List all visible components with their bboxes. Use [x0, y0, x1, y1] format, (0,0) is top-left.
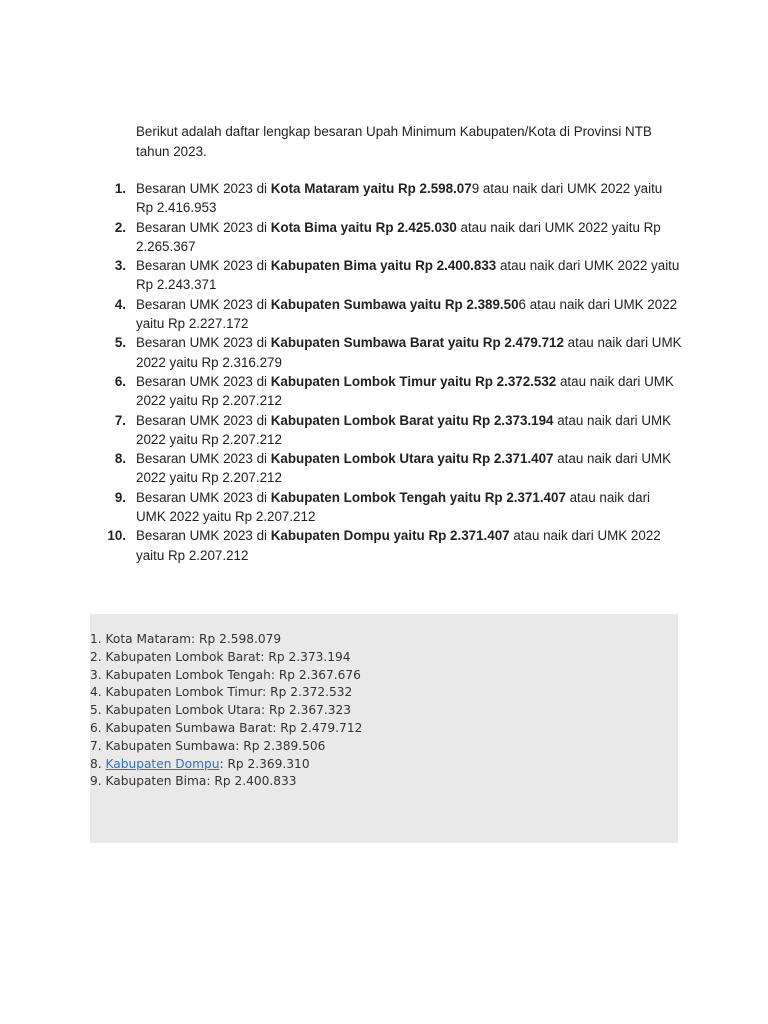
- summary-number: 6.: [90, 720, 106, 735]
- summary-item: [90, 702, 362, 720]
- umk-list-item: [114, 411, 682, 450]
- item-suffix: atau naik dari UMK 2022 yaitu Rp 2.207.212: [136, 489, 651, 525]
- list-number: 7.: [114, 412, 126, 428]
- summary-item: [90, 684, 362, 702]
- item-suffix: atau naik dari UMK 2022 yaitu Rp 2.243.371: [136, 258, 680, 293]
- list-number: 6.: [114, 373, 126, 389]
- summary-number: 9.: [90, 774, 106, 789]
- item-bold: Kabupaten Lombok Tengah yaitu Rp 2.371.407: [270, 489, 566, 505]
- item-bold: Kabupaten Lombok Timur yaitu Rp 2.372.532: [270, 373, 557, 389]
- item-suffix: atau naik dari UMK 2022 yaitu Rp 2.316.279: [136, 335, 682, 370]
- intro-paragraph: Berikut adalah daftar lengkap besaran Upah Minimum Kabupaten/Kota di Provinsi NTB tahun 2023.: [136, 124, 652, 159]
- summary-number: 3.: [90, 667, 106, 682]
- list-number: 5.: [114, 335, 126, 351]
- summary-text: Kabupaten Sumbawa Barat: Rp 2.479.712: [105, 720, 363, 735]
- item-bold: Kabupaten Lombok Utara yaitu Rp 2.371.407: [270, 451, 554, 467]
- umk-list-item: [114, 256, 682, 295]
- item-prefix: Besaran UMK 2023 di: [136, 335, 271, 351]
- summary-item: [90, 756, 362, 774]
- list-number: 4.: [114, 296, 126, 312]
- item-prefix: Besaran UMK 2023 di: [136, 489, 271, 505]
- list-number: 10.: [107, 528, 126, 544]
- summary-number: 4.: [90, 685, 106, 700]
- summary-text: Kabupaten Lombok Tengah: Rp 2.367.676: [105, 667, 361, 682]
- summary-text: Kabupaten Lombok Utara: Rp 2.367.323: [105, 703, 352, 718]
- umk-list-item: [114, 449, 682, 488]
- item-prefix: Besaran UMK 2023 di: [136, 296, 271, 312]
- item-suffix: 6 atau naik dari UMK 2022 yaitu Rp 2.227.172: [136, 296, 678, 332]
- item-suffix: atau naik dari UMK 2022 yaitu Rp 2.207.212: [136, 412, 672, 447]
- summary-item: [90, 631, 362, 649]
- item-bold: Kabupaten Bima yaitu Rp 2.400.833: [270, 258, 497, 274]
- umk-list: [107, 179, 682, 565]
- summary-text: Kabupaten Lombok Timur: Rp 2.372.532: [105, 685, 353, 700]
- list-number: 2.: [114, 219, 126, 235]
- item-prefix: Besaran UMK 2023 di: [136, 373, 271, 389]
- summary-text: Kabupaten Bima: Rp 2.400.833: [105, 774, 297, 789]
- summary-text: Kabupaten Sumbawa: Rp 2.389.506: [105, 738, 326, 753]
- item-suffix: atau naik dari UMK 2022 yaitu Rp 2.207.212: [136, 528, 661, 563]
- item-prefix: Besaran UMK 2023 di: [136, 451, 271, 467]
- summary-item: [90, 720, 362, 738]
- list-number: 9.: [114, 489, 126, 505]
- item-suffix: atau naik dari UMK 2022 yaitu Rp 2.265.367: [136, 219, 661, 254]
- umk-list-item: [107, 526, 682, 565]
- item-bold: Kabupaten Sumbawa yaitu Rp 2.389.50: [270, 296, 519, 312]
- item-prefix: Besaran UMK 2023 di: [136, 528, 271, 544]
- summary-item: [90, 649, 362, 667]
- umk-list-item: [114, 333, 682, 372]
- item-suffix: 9 atau naik dari UMK 2022 yaitu Rp 2.416.953: [136, 181, 663, 216]
- umk-list-item: [114, 372, 682, 411]
- summary-number: 2.: [90, 649, 106, 664]
- umk-list-item: [114, 179, 682, 218]
- item-prefix: Besaran UMK 2023 di: [136, 181, 271, 196]
- summary-number: 7.: [90, 738, 106, 753]
- summary-text: Kabupaten Lombok Barat: Rp 2.373.194: [105, 649, 351, 664]
- summary-box: [90, 614, 678, 843]
- summary-list: [90, 631, 362, 791]
- umk-list-item: [114, 218, 682, 257]
- summary-number: 1.: [90, 632, 106, 646]
- summary-number: 8.: [90, 756, 106, 771]
- item-prefix: Besaran UMK 2023 di: [136, 219, 271, 235]
- item-prefix: Besaran UMK 2023 di: [136, 412, 271, 428]
- item-bold: Kabupaten Dompu yaitu Rp 2.371.407: [270, 528, 510, 544]
- item-bold: Kabupaten Lombok Barat yaitu Rp 2.373.194: [270, 412, 554, 428]
- summary-text: Kota Mataram: Rp 2.598.079: [105, 632, 282, 646]
- item-bold: Kota Mataram yaitu Rp 2.598.07: [270, 181, 472, 196]
- summary-number: 5.: [90, 703, 106, 718]
- umk-list-item: [114, 488, 682, 527]
- list-number: 1.: [114, 181, 126, 196]
- umk-list-item: [114, 295, 682, 334]
- kabupaten-dompu-link[interactable]: Kabupaten Dompu: [105, 756, 220, 771]
- list-number: 8.: [114, 451, 126, 467]
- list-number: 3.: [114, 258, 126, 274]
- item-bold: Kota Bima yaitu Rp 2.425.030: [270, 219, 457, 235]
- item-suffix: atau naik dari UMK 2022 yaitu Rp 2.207.212: [136, 373, 674, 409]
- summary-item: [90, 667, 362, 685]
- item-prefix: Besaran UMK 2023 di: [136, 258, 271, 274]
- summary-item: [90, 773, 362, 791]
- summary-item: [90, 738, 362, 756]
- summary-text: : Rp 2.369.310: [219, 756, 310, 771]
- item-suffix: atau naik dari UMK 2022 yaitu Rp 2.207.212: [136, 451, 672, 486]
- item-bold: Kabupaten Sumbawa Barat yaitu Rp 2.479.712: [270, 335, 564, 351]
